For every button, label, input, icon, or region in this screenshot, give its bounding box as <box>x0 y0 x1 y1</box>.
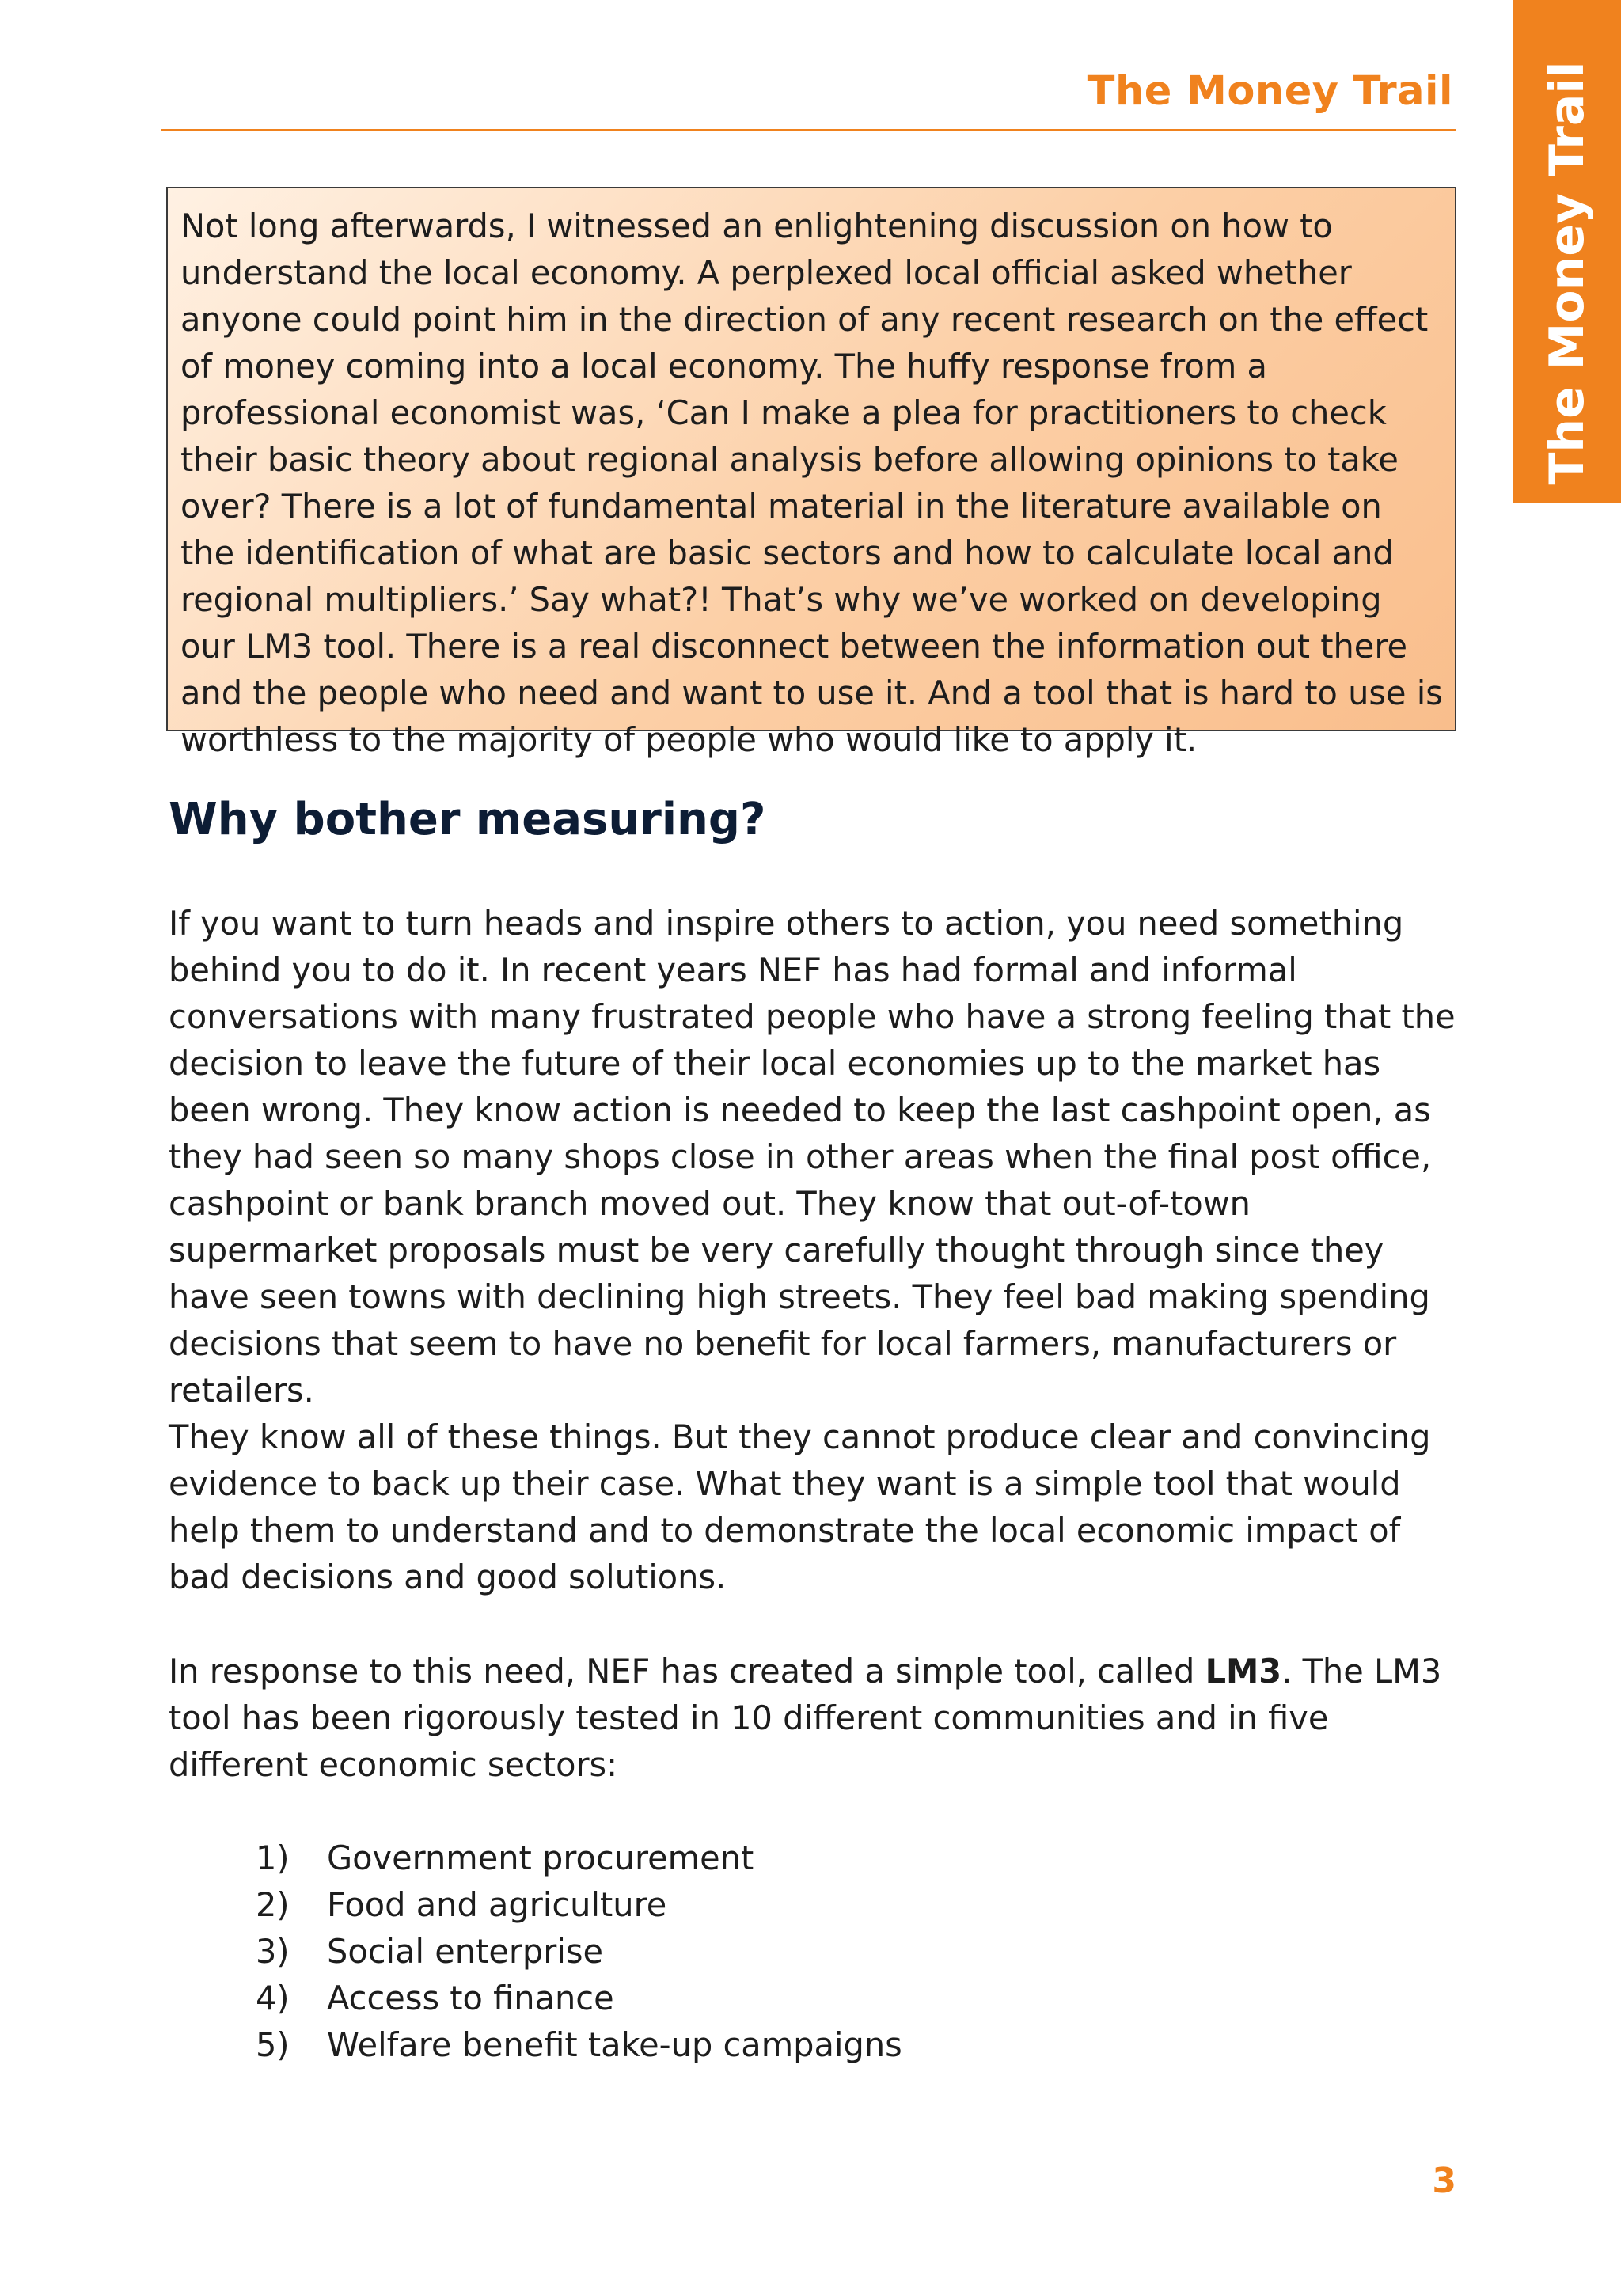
list-item-label: Food and agriculture <box>327 1885 667 1924</box>
callout-text: Not long afterwards, I witnessed an enlightening discussion on how to understand the local economy. A perplexed local official asked whether anyone could point him in the direction of any recent research on the effect of money coming into a local economy. The huffy response from a professional economist was, ‘Can I make a plea for practitioners to check their basic theory about regional analysis before allowing opinions to take over? There is a lot of fundamental material in the literature available on the identification of what are basic sectors and how to calculate local and regional multipliers.’ Say what?! That’s why we’ve worked on developing our LM3 tool. There is a real disconnect between the information out there and the people who need and want to use it. And a tool that is hard to use is worthless to the majority of people who would like to apply it. <box>180 207 1443 759</box>
list-item <box>256 1975 902 2021</box>
list-item <box>256 1835 902 1881</box>
body-paragraph-3 <box>169 1648 1467 1788</box>
list-item-number: 4) <box>256 1979 290 2017</box>
side-tab <box>1513 0 1621 503</box>
body-paragraph-1: If you want to turn heads and inspire others to action, you need something behind you to do it. In recent years NEF has had formal and informal conversations with many frustrated people who have a strong feeling that the decision to leave the future of their local economies up to the market has been wrong. They know action is needed to keep the last cashpoint open, as they had seen so many shops close in other areas when the final post office, cashpoint or bank branch moved out. They know that out-of-town supermarket proposals must be very carefully thought through since they have seen towns with declining high streets. They feel bad making spending decisions that seem to have no benefit for local farmers, manufacturers or retailers. <box>169 904 1456 1410</box>
list-item-number: 3) <box>256 1932 290 1971</box>
list-item-label: Social enterprise <box>327 1932 604 1971</box>
quote-callout-box <box>166 187 1456 759</box>
list-item <box>256 1881 902 1928</box>
header-divider <box>161 129 1456 131</box>
list-item-label: Welfare benefit take-up campaigns <box>327 2025 902 2064</box>
page-number: 3 <box>1432 2161 1456 2201</box>
paragraph-3-tail: . The LM3 tool has been rigorously tested in 10 different communities and in five different economic sectors: <box>169 1652 1442 1784</box>
list-item <box>256 2021 902 2068</box>
body-paragraph-2: They know all of these things. But they cannot produce clear and convincing evidence to back up their case. What they want is a simple tool that would help them to understand and to demonstrate the local economic impact of bad decisions and good solutions. <box>169 1417 1431 1596</box>
section-heading: Why bother measuring? <box>169 794 766 845</box>
list-item-label: Access to finance <box>327 1979 614 2017</box>
paragraph-3-lead: In response to this need, NEF has created a simple tool, called <box>169 1652 1205 1691</box>
running-header-title: The Money Trail <box>1087 68 1453 115</box>
list-item-number: 1) <box>256 1839 290 1877</box>
list-item <box>256 1928 902 1975</box>
list-item-number: 5) <box>256 2025 290 2064</box>
lm3-term: LM3 <box>1205 1652 1282 1691</box>
sector-list <box>256 1835 902 2068</box>
list-item-number: 2) <box>256 1885 290 1924</box>
side-tab-label: The Money Trail <box>1539 61 1595 485</box>
list-item-label: Government procurement <box>327 1839 754 1877</box>
